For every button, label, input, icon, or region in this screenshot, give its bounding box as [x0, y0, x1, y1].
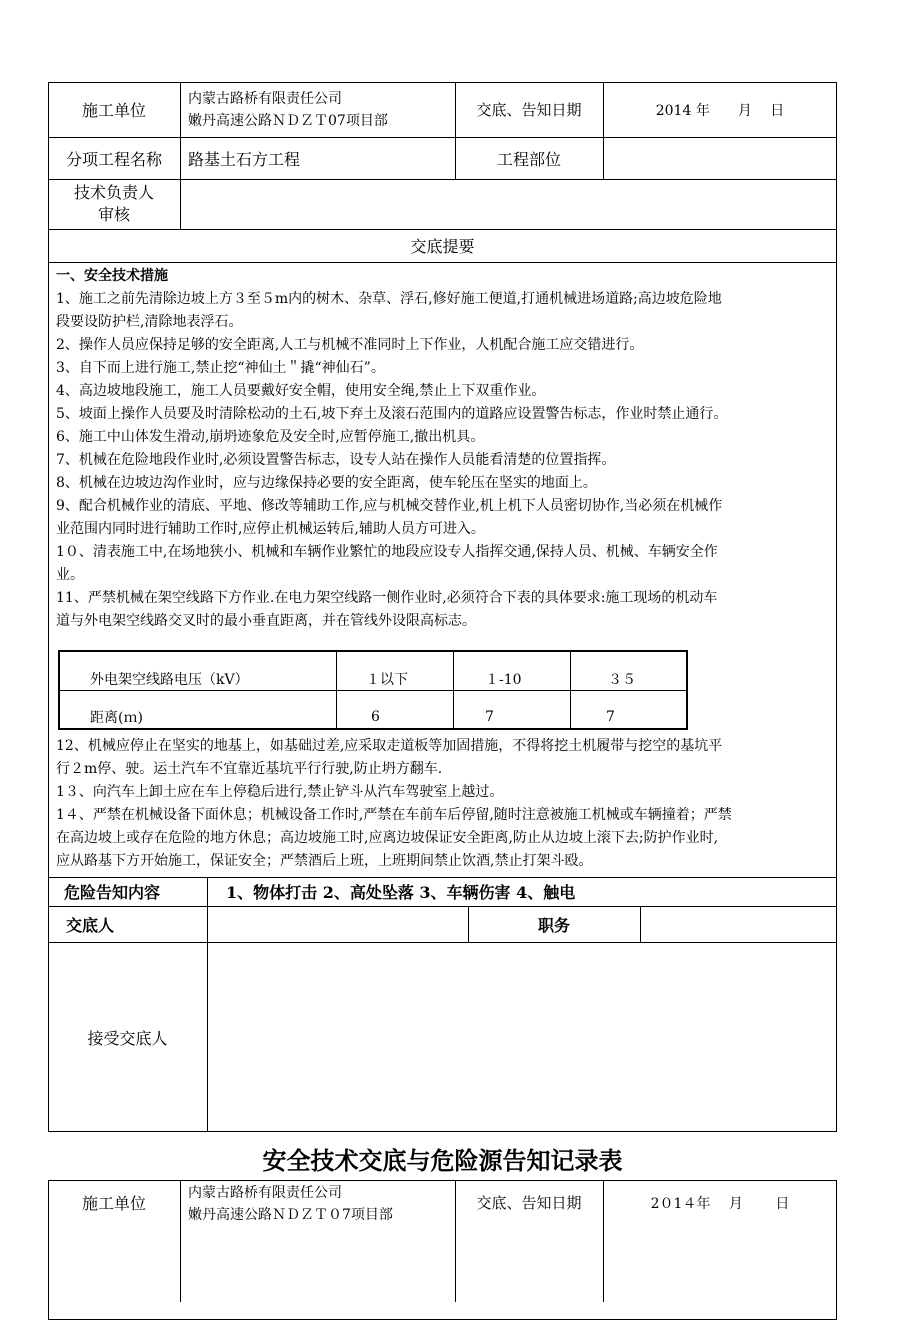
- construction-unit-label: 施工单位: [81, 1194, 146, 1213]
- construction-unit-value: [188, 1180, 455, 1228]
- content-line: 业范围内同时进行辅助工作时,应停止机械运转后,辅助人员方可进入。: [56, 521, 485, 537]
- safety-content: [56, 265, 836, 633]
- voltage-cell: ３５: [608, 672, 636, 688]
- hazard-value: 1、物体打击 2、高处坠落 3、车辆伤害 4、触电: [226, 883, 576, 902]
- summary-header: 交底提要: [410, 237, 475, 256]
- col-divider: [640, 906, 641, 942]
- subproject-label: 分项工程名称: [65, 149, 162, 169]
- unit-line: 嫩丹高速公路ＮＤＺＴ07项目部: [188, 112, 388, 129]
- content-line: 1、施工之前先清除边坡上方３至５m内的树木、杂草、浮石,修好施工便道,打通机械进场道路;高边坡危险地: [56, 291, 722, 307]
- col-divider: [180, 82, 181, 229]
- col-divider: [207, 877, 208, 1132]
- content-line: 12、机械应停止在坚实的地基上，如基础过差,应采取走道板等加固措施，不得将挖土机履带与挖空的基坑平: [56, 738, 723, 754]
- project-part-label: 工程部位: [496, 149, 561, 169]
- content-line: 在高边坡上或存在危险的地方休息；高边坡施工时,应离边坡保证安全距离,防止从边坡上滚下去;防护作业时,: [56, 830, 719, 846]
- col-divider: [180, 1180, 181, 1302]
- voltage-cell: １以下: [366, 672, 408, 688]
- unit-line: 嫩丹高速公路ＮＤＺＴ０7项目部: [188, 1207, 393, 1223]
- content-line: 行２m停、驶。运土汽车不宜靠近基坑平行行驶,防止坍方翻车.: [56, 761, 443, 777]
- distance-header: 距离(ｍ): [90, 710, 143, 726]
- voltage-cell: １-10: [485, 672, 522, 688]
- receiver-value: [215, 942, 837, 1132]
- project-part-value: [603, 137, 837, 179]
- content-line: 8、机械在边坡边沟作业时，应与边缘保持必要的安全距离，使车轮压在坚实的地面上。: [56, 475, 597, 491]
- content-line: 4、高边坡地段施工，施工人员要戴好安全帽，使用安全绳,禁止上下双重作业。: [56, 383, 546, 399]
- distance-cell: 7: [606, 709, 615, 725]
- voltage-distance-table: [58, 650, 688, 730]
- section-heading: 一、安全技术措施: [56, 268, 168, 284]
- content-line: 7、机械在危险地段作业时,必须设置警告标志，设专人站在操作人员能看清楚的位置指挥。: [56, 452, 616, 468]
- content-line: 段要设防护栏,清除地表浮石。: [56, 314, 243, 330]
- discloser-label: 交底人: [66, 915, 115, 935]
- tech-lead-review-label: [48, 179, 180, 229]
- content-line: 9、配合机械作业的清底、平地、修改等辅助工作,应与机械交替作业,机上机下人员密切协作,当必须在机械作: [56, 498, 723, 514]
- position-label: 职务: [537, 915, 570, 935]
- safety-content-continued: [56, 735, 836, 873]
- content-line: 5、坡面上操作人员要及时清除松动的土石,坡下弃土及滚石范围内的道路应设置警告标志，作业时禁止通行。: [56, 406, 728, 422]
- content-line: 11、严禁机械在架空线路下方作业.在电力架空线路一侧作业时,必须符合下表的具体要求:施工现场的机动车: [56, 590, 718, 606]
- date-value: 2０1４年 月 日: [650, 1195, 790, 1212]
- unit-line: 内蒙古路桥有限责任公司: [188, 1185, 342, 1201]
- distance-cell: 6: [371, 709, 380, 725]
- date-label: 交底、告知日期: [476, 1194, 582, 1212]
- tech-lead-line: 技术负责人: [73, 183, 154, 202]
- content-line: 1３、向汽车上卸土应在车上停稳后进行,禁止铲斗从汽车驾驶室上越过。: [56, 784, 504, 800]
- form-title: 安全技术交底与危险源告知记录表: [262, 1146, 623, 1175]
- date-value: 2014 年 月 日: [655, 102, 785, 119]
- discloser-value: [215, 906, 468, 942]
- subproject-value: 路基土石方工程: [188, 149, 301, 169]
- col-divider: [570, 652, 571, 728]
- content-line: 业。: [56, 567, 84, 583]
- construction-unit-label: 施工单位: [81, 101, 146, 120]
- col-divider: [453, 652, 454, 728]
- receiver-label: 接受交底人: [87, 1028, 168, 1048]
- content-line: 6、施工中山体发生滑动,崩坍迹象危及安全时,应暂停施工,撤出机具。: [56, 429, 485, 445]
- content-line: 应从路基下方开始施工，保证安全；严禁酒后上班，上班期间禁止饮酒,禁止打架斗殴。: [56, 853, 593, 869]
- distance-cell: 7: [485, 709, 494, 725]
- construction-unit-value: [188, 82, 455, 137]
- content-line: 道与外电架空线路交叉时的最小垂直距离，并在管线外设限高标志。: [56, 613, 476, 629]
- content-line: 1４、严禁在机械设备下面休息；机械设备工作时,严禁在车前车后停留,随时注意被施工机械或车辆撞着；严禁: [56, 807, 732, 823]
- date-label: 交底、告知日期: [476, 101, 582, 119]
- row-divider: [48, 262, 837, 263]
- voltage-header: 外电架空线路电压（kV）: [90, 672, 249, 688]
- col-divider: [336, 652, 337, 728]
- content-line: 1０、清表施工中,在场地狭小、机械和车辆作业繁忙的地段应设专人指挥交通,保持人员、机械、车辆安全作: [56, 544, 718, 560]
- position-value: [648, 906, 837, 942]
- tech-lead-line: 审核: [97, 205, 130, 224]
- unit-line: 内蒙古路桥有限责任公司: [188, 90, 342, 107]
- content-line: 2、操作人员应保持足够的安全距离,人工与机械不准同时上下作业，人机配合施工应交错进行。: [56, 337, 644, 353]
- content-line: 3、自下而上进行施工,禁止挖“神仙土＂撬“神仙石”。: [56, 360, 385, 376]
- hazard-label: 危险告知内容: [64, 883, 161, 902]
